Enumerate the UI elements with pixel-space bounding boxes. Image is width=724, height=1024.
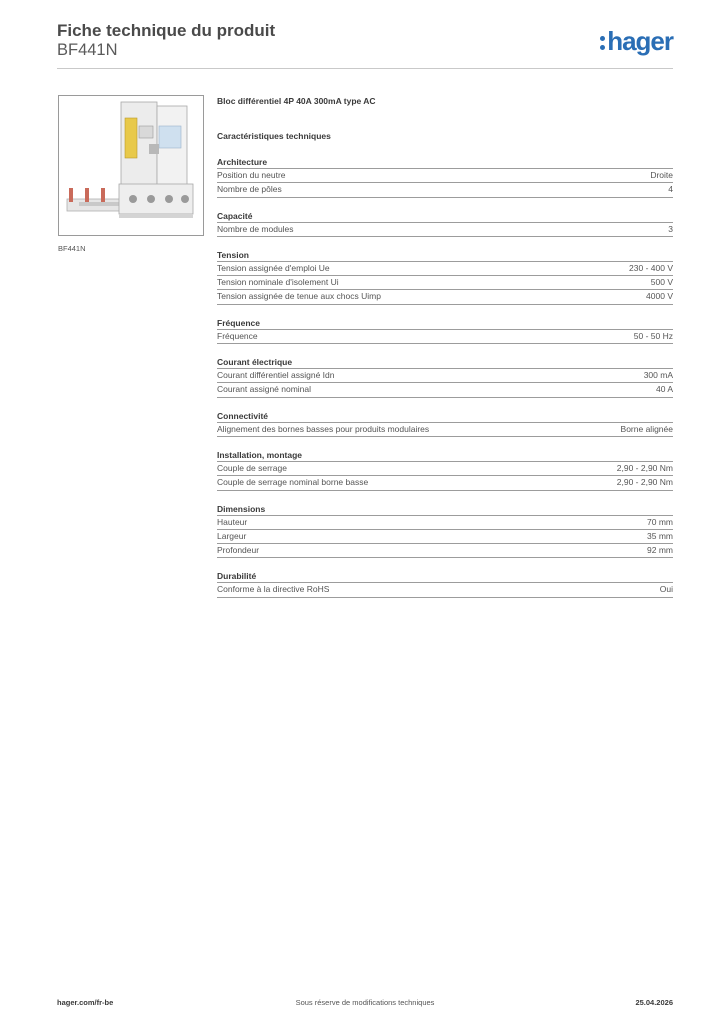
spec-value: 300 mA <box>643 370 673 381</box>
spec-value: 2,90 - 2,90 Nm <box>616 462 673 473</box>
spec-row <box>217 583 673 597</box>
spec-group-title: Architecture <box>217 156 673 169</box>
spec-row <box>217 169 673 183</box>
logo-text: hager <box>607 26 673 56</box>
product-reference: BF441N <box>57 41 118 59</box>
footer-date: 25.04.2026 <box>635 998 673 1007</box>
spec-value: Borne alignée <box>620 423 673 434</box>
spec-group <box>217 156 673 198</box>
spec-label: Tension nominale d'isolement Ui <box>217 277 339 288</box>
product-image <box>58 95 204 236</box>
spec-label: Profondeur <box>217 545 260 556</box>
spec-label: Position du neutre <box>217 170 286 180</box>
spec-group-title: Durabilité <box>217 570 673 583</box>
spec-group <box>217 503 673 559</box>
spec-heading: Caractéristiques techniques <box>217 131 331 141</box>
spec-label: Largeur <box>217 530 247 541</box>
spec-group <box>217 210 673 237</box>
footer-website: hager.com/fr-be <box>57 998 114 1007</box>
spec-label: Tension assignée de tenue aux chocs Uimp <box>217 291 381 302</box>
spec-value: 4000 V <box>646 291 673 302</box>
spec-value: 92 mm <box>647 545 673 556</box>
spec-group <box>217 410 673 437</box>
spec-row <box>217 223 673 237</box>
header-divider <box>57 68 673 69</box>
spec-row <box>217 183 673 197</box>
spec-group-title: Capacité <box>217 210 673 223</box>
page-footer <box>57 998 673 1010</box>
spec-group-title: Tension <box>217 249 673 262</box>
spec-row <box>217 462 673 476</box>
spec-value: 50 - 50 Hz <box>633 330 673 341</box>
spec-group-title: Fréquence <box>217 317 673 330</box>
logo-dots-icon <box>600 36 605 50</box>
spec-group-title: Courant électrique <box>217 356 673 369</box>
spec-value: 230 - 400 V <box>629 262 673 273</box>
spec-value: 500 V <box>650 277 673 288</box>
spec-groups <box>217 156 673 598</box>
spec-row <box>217 369 673 383</box>
spec-label: Courant assigné nominal <box>217 384 312 395</box>
spec-row <box>217 276 673 290</box>
spec-label: Couple de serrage nominal borne basse <box>217 477 369 488</box>
spec-row <box>217 383 673 397</box>
hager-logo <box>600 26 673 56</box>
spec-value: Droite <box>650 170 673 180</box>
spec-label: Courant différentiel assigné Idn <box>217 370 335 381</box>
spec-group-title: Connectivité <box>217 410 673 423</box>
spec-group <box>217 570 673 597</box>
spec-label: Nombre de modules <box>217 223 294 234</box>
spec-content <box>217 95 673 598</box>
spec-row <box>217 330 673 344</box>
spec-value: 35 mm <box>647 530 673 541</box>
spec-group <box>217 249 673 305</box>
spec-value: 3 <box>668 223 673 234</box>
document-title: Fiche technique du produit <box>57 21 276 40</box>
spec-label: Conforme à la directive RoHS <box>217 584 330 595</box>
spec-group <box>217 317 673 344</box>
spec-value: 4 <box>668 184 673 195</box>
spec-row <box>217 530 673 544</box>
spec-row <box>217 516 673 530</box>
spec-value: 40 A <box>655 384 673 395</box>
spec-value: 70 mm <box>647 516 673 527</box>
spec-label: Alignement des bornes basses pour produits modulaires <box>217 423 430 434</box>
spec-label: Couple de serrage <box>217 462 287 473</box>
spec-group <box>217 449 673 491</box>
product-description: Bloc différentiel 4P 40A 300mA type AC <box>217 96 376 106</box>
spec-group-title: Installation, montage <box>217 449 673 462</box>
spec-row <box>217 476 673 490</box>
spec-group <box>217 356 673 398</box>
image-caption: BF441N <box>58 244 86 253</box>
spec-row <box>217 290 673 304</box>
product-illustration-icon <box>59 96 203 235</box>
footer-disclaimer: Sous réserve de modifications techniques <box>295 998 435 1007</box>
spec-label: Tension assignée d'emploi Ue <box>217 262 330 273</box>
spec-label: Nombre de pôles <box>217 184 282 195</box>
spec-value: 2,90 - 2,90 Nm <box>616 477 673 488</box>
spec-row <box>217 544 673 558</box>
page-header <box>57 20 673 70</box>
spec-row <box>217 423 673 437</box>
spec-value: Oui <box>659 584 673 595</box>
spec-label: Hauteur <box>217 516 248 527</box>
spec-row <box>217 262 673 276</box>
spec-group-title: Dimensions <box>217 503 673 516</box>
spec-label: Fréquence <box>217 330 258 341</box>
